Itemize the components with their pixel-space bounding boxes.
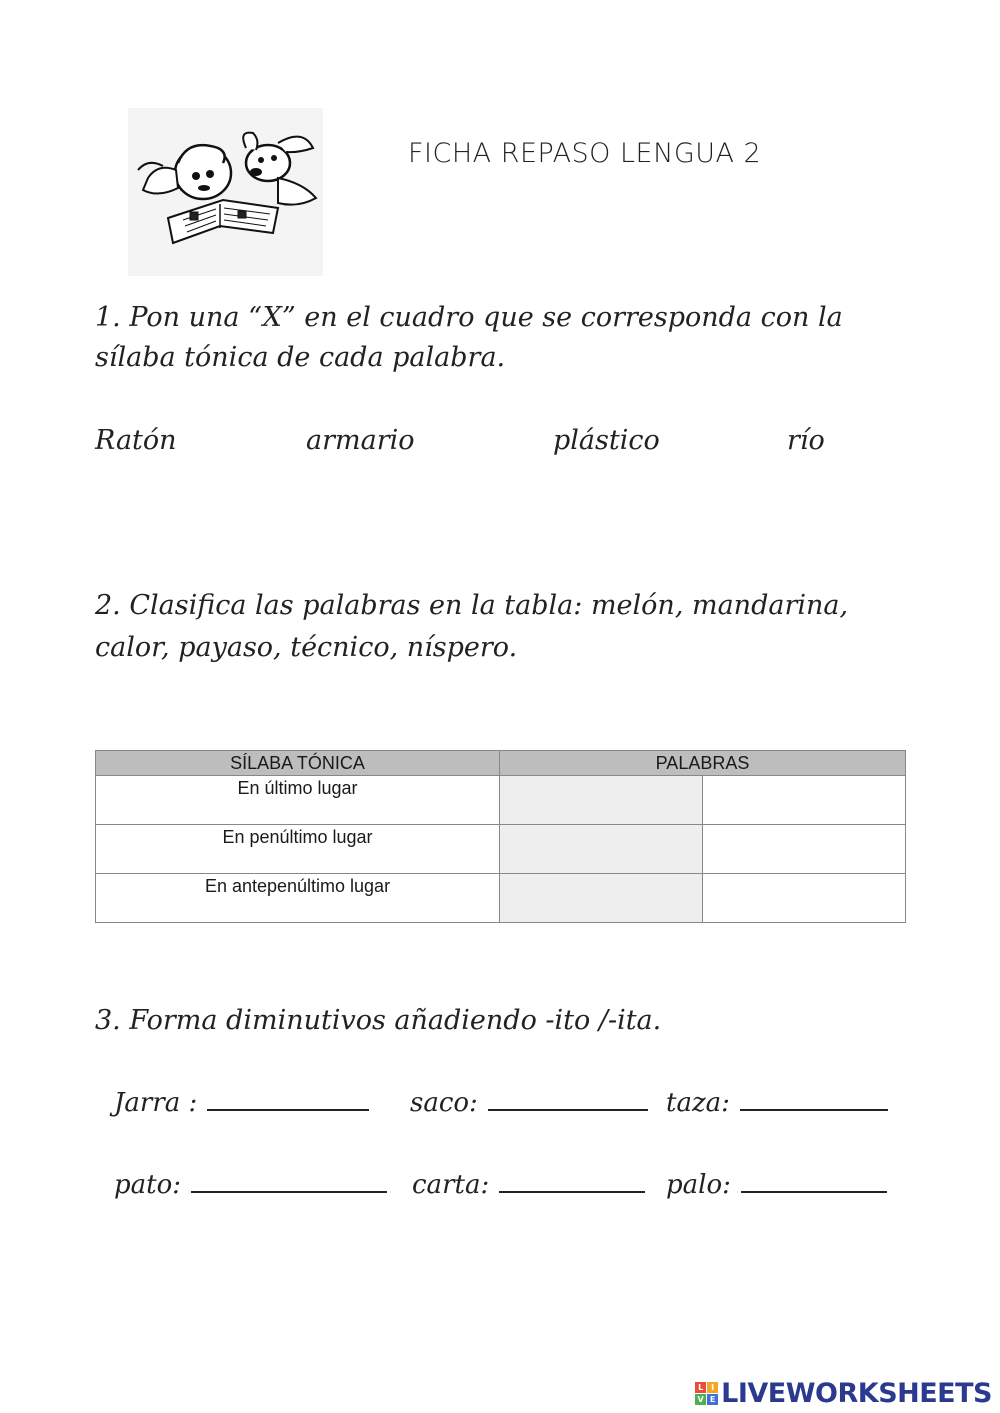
diminutive-item-saco [410,1088,648,1118]
diminutive-item-palo [666,1170,887,1200]
boy-and-dog-reading-icon [128,108,323,276]
answer-blank[interactable] [207,1091,369,1111]
question-2-line-1: 2. Clasifica las palabras en la tabla: melón, mandarina, [95,590,849,621]
table-row [96,874,906,923]
row-label-antepenultimo: En antepenúltimo lugar [96,874,500,923]
diminutive-label: pato: [114,1170,182,1200]
table-row [96,776,906,825]
word-plastico: plástico [553,425,660,456]
logo-square: L [695,1382,706,1393]
diminutive-label: saco: [410,1088,478,1118]
page-title: FICHA REPASO LENGUA 2 [408,138,762,169]
classification-table [95,750,906,923]
table-header-row [96,751,906,776]
answer-blank[interactable] [488,1091,648,1111]
diminutive-item-jarra [114,1088,369,1118]
liveworksheets-logo [695,1378,992,1409]
answer-blank[interactable] [191,1173,387,1193]
diminutive-label: palo: [666,1170,731,1200]
answer-box[interactable] [703,776,906,825]
word-rio: río [787,425,825,456]
answer-blank[interactable] [499,1173,645,1193]
answer-box[interactable] [500,825,703,874]
header-silaba-tonica: SÍLABA TÓNICA [96,751,500,776]
diminutive-label: Jarra : [114,1088,198,1118]
question-1-line-1: 1. Pon una “X” en el cuadro que se corresponda con la [95,302,843,333]
diminutive-item-pato [114,1170,387,1200]
brand-name: LIVEWORKSHEETS [721,1378,992,1409]
question-2-line-2: calor, payaso, técnico, níspero. [95,632,518,663]
logo-square: I [707,1382,718,1393]
logo-square: V [695,1394,706,1405]
question-1-line-2: sílaba tónica de cada palabra. [95,342,506,373]
word-armario: armario [306,425,415,456]
answer-blank[interactable] [740,1091,888,1111]
header-palabras: PALABRAS [500,751,906,776]
logo-squares-icon [695,1382,718,1405]
answer-blank[interactable] [741,1173,887,1193]
row-label-penultimo: En penúltimo lugar [96,825,500,874]
row-label-ultimo: En último lugar [96,776,500,825]
answer-box[interactable] [703,874,906,923]
reading-illustration [128,108,323,276]
diminutive-label: taza: [666,1088,730,1118]
answer-box[interactable] [500,776,703,825]
logo-square: E [707,1394,718,1405]
diminutive-item-carta [412,1170,645,1200]
answer-box[interactable] [703,825,906,874]
word-raton: Ratón [95,425,177,456]
answer-box[interactable] [500,874,703,923]
question-3-instruction: 3. Forma diminutivos añadiendo -ito /-ita. [95,1005,662,1036]
table-row [96,825,906,874]
diminutive-label: carta: [412,1170,490,1200]
diminutive-item-taza [666,1088,888,1118]
